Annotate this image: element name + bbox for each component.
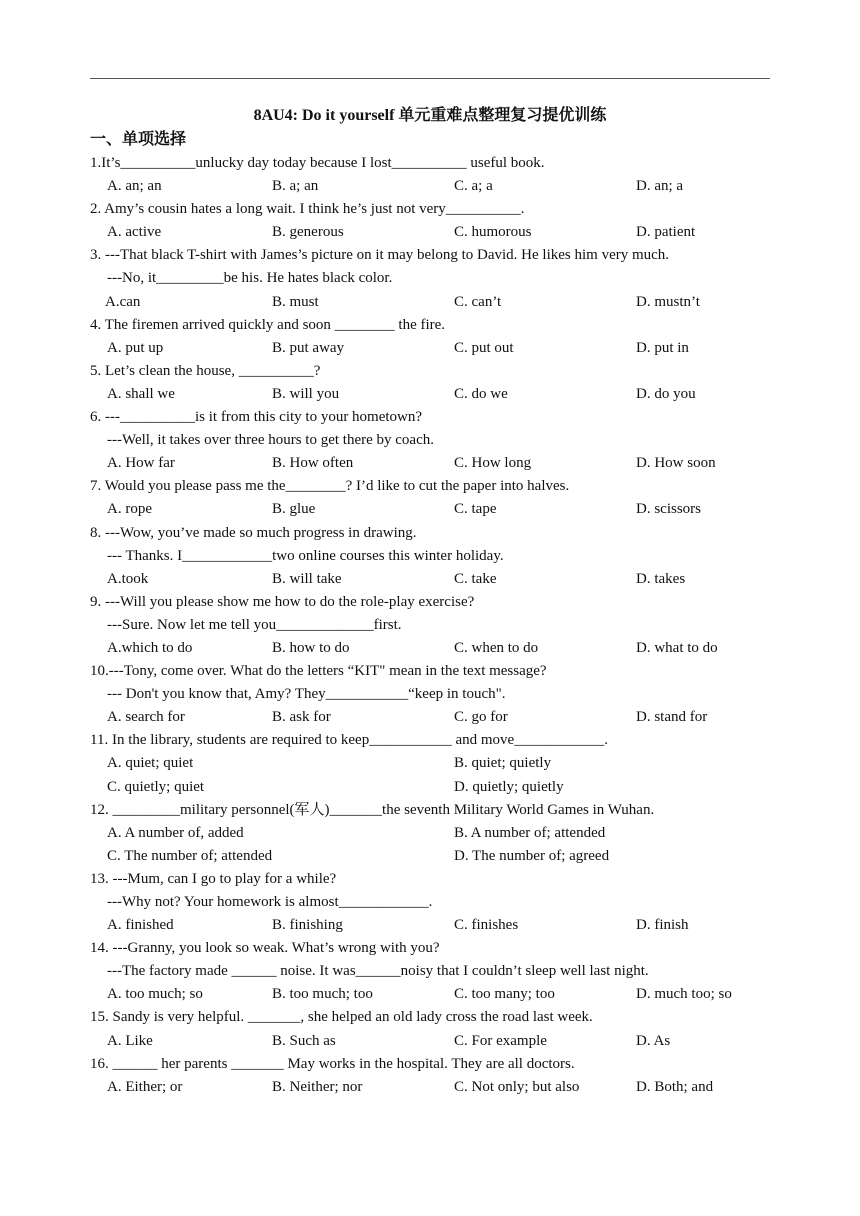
question-stem: 2. Amy’s cousin hates a long wait. I think he’s just not very__________. xyxy=(90,201,525,218)
option-b[interactable]: B. put away xyxy=(272,339,345,356)
option-b[interactable]: B. Neither; nor xyxy=(272,1078,363,1095)
option-b[interactable]: B. will take xyxy=(272,570,342,587)
question-7 xyxy=(90,475,790,521)
question-stem: 12. _________military personnel(军人)_______the seventh Military World Games in Wuhan. xyxy=(90,801,655,818)
question-stem: 10.---Tony, come over. What do the letters “KIT" mean in the text message? xyxy=(90,663,547,680)
option-a[interactable]: A. search for xyxy=(107,709,185,726)
option-d[interactable]: D. finish xyxy=(636,917,689,934)
options-row xyxy=(90,175,790,198)
option-d[interactable]: D. put in xyxy=(636,339,689,356)
options-row xyxy=(90,568,790,591)
options-row xyxy=(90,1030,790,1053)
option-a[interactable]: A. quiet; quiet xyxy=(107,755,194,772)
option-a[interactable]: A.which to do xyxy=(107,639,193,656)
options-row xyxy=(90,752,790,775)
option-a[interactable]: A. active xyxy=(107,224,162,241)
option-d[interactable]: D. an; a xyxy=(636,178,684,195)
question-12 xyxy=(90,799,790,868)
option-a[interactable]: A. Like xyxy=(107,1032,153,1049)
question-response-line: ---The factory made ______ noise. It was______noisy that I couldn’t sleep well last night. xyxy=(107,963,649,980)
option-b[interactable]: B. glue xyxy=(272,501,316,518)
options-row xyxy=(90,776,790,799)
question-stem: 8. ---Wow, you’ve made so much progress in drawing. xyxy=(90,524,417,541)
header-rule xyxy=(90,78,770,79)
option-c[interactable]: C. Not only; but also xyxy=(454,1078,580,1095)
option-b[interactable]: B. will you xyxy=(272,385,340,402)
question-15 xyxy=(90,1006,790,1052)
option-c[interactable]: C. do we xyxy=(454,385,508,402)
option-d[interactable]: D. takes xyxy=(636,570,686,587)
option-c[interactable]: C. tape xyxy=(454,501,497,518)
option-c[interactable]: C. put out xyxy=(454,339,514,356)
question-response-line: --- Thanks. I____________two online courses this winter holiday. xyxy=(107,547,504,564)
option-b[interactable]: B. A number of; attended xyxy=(454,824,606,841)
question-13 xyxy=(90,868,790,937)
options-row xyxy=(90,337,790,360)
option-b[interactable]: B. too much; too xyxy=(272,986,373,1003)
question-1 xyxy=(90,152,790,198)
question-stem: 6. ---__________is it from this city to your hometown? xyxy=(90,409,423,426)
option-a[interactable]: A. A number of, added xyxy=(107,824,244,841)
option-d[interactable]: D. mustn’t xyxy=(636,293,700,310)
options-row xyxy=(90,706,790,729)
question-stem: 5. Let’s clean the house, __________? xyxy=(90,362,321,379)
option-c[interactable]: C. finishes xyxy=(454,917,519,934)
question-9 xyxy=(90,591,790,660)
option-a[interactable]: A. rope xyxy=(107,501,152,518)
option-d[interactable]: D. what to do xyxy=(636,639,718,656)
question-stem: 16. ______ her parents _______ May works in the hospital. They are all doctors. xyxy=(90,1055,575,1072)
option-c[interactable]: C. How long xyxy=(454,455,532,472)
options-row xyxy=(90,383,790,406)
question-stem: 11. In the library, students are required to keep___________ and move____________. xyxy=(90,732,608,749)
option-d[interactable]: D. The number of; agreed xyxy=(454,847,610,864)
question-2 xyxy=(90,198,790,244)
option-a[interactable]: A. shall we xyxy=(107,385,175,402)
question-stem: 7. Would you please pass me the________? I’d like to cut the paper into halves. xyxy=(90,478,570,495)
option-c[interactable]: C. humorous xyxy=(454,224,532,241)
options-row xyxy=(90,221,790,244)
options-row xyxy=(90,291,790,314)
option-a[interactable]: A. put up xyxy=(107,339,164,356)
option-d[interactable]: D. scissors xyxy=(636,501,702,518)
option-d[interactable]: D. stand for xyxy=(636,709,708,726)
section-heading: 一、单项选择 xyxy=(90,131,187,148)
options-row xyxy=(90,983,790,1006)
option-d[interactable]: D. do you xyxy=(636,385,696,402)
question-stem: 4. The firemen arrived quickly and soon ________ the fire. xyxy=(90,316,446,333)
option-a[interactable]: A. Either; or xyxy=(107,1078,183,1095)
option-a[interactable]: A. How far xyxy=(107,455,175,472)
question-4 xyxy=(90,314,790,360)
option-d[interactable]: D. much too; so xyxy=(636,986,732,1003)
option-c[interactable]: C. quietly; quiet xyxy=(107,778,205,795)
question-response-line: ---Well, it takes over three hours to get there by coach. xyxy=(107,432,434,449)
question-stem: 3. ---That black T-shirt with James’s picture on it may belong to David. He likes him very much. xyxy=(90,247,670,264)
question-response-line: --- Don't you know that, Amy? They___________“keep in touch". xyxy=(107,686,506,703)
question-8 xyxy=(90,522,790,591)
question-stem: 1.It’s__________unlucky day today because I lost__________ useful book. xyxy=(90,155,545,171)
question-3 xyxy=(90,244,790,313)
option-a[interactable]: A. an; an xyxy=(107,178,162,195)
question-10 xyxy=(90,660,790,729)
option-c[interactable]: C. go for xyxy=(454,709,508,726)
options-row xyxy=(90,498,790,521)
options-row xyxy=(90,1076,790,1099)
options-row xyxy=(90,845,790,868)
option-b[interactable]: B. finishing xyxy=(272,917,343,934)
option-c[interactable]: C. The number of; attended xyxy=(107,847,273,864)
worksheet-title: 8AU4: Do it yourself 单元重难点整理复习提优训练 xyxy=(253,107,607,124)
question-stem: 13. ---Mum, can I go to play for a while? xyxy=(90,870,337,887)
option-b[interactable]: B. Such as xyxy=(272,1032,336,1049)
option-a[interactable]: A. too much; so xyxy=(107,986,203,1003)
option-d[interactable]: D. quietly; quietly xyxy=(454,778,564,795)
option-c[interactable]: C. too many; too xyxy=(454,986,555,1003)
option-b[interactable]: B. ask for xyxy=(272,709,331,726)
option-d[interactable]: D. Both; and xyxy=(636,1078,714,1095)
option-b[interactable]: B. quiet; quietly xyxy=(454,755,552,772)
option-a[interactable]: A. finished xyxy=(107,917,174,934)
question-16 xyxy=(90,1053,790,1099)
question-response-line: ---Why not? Your homework is almost____________. xyxy=(107,894,433,910)
option-c[interactable]: C. when to do xyxy=(454,639,539,656)
option-c[interactable]: C. a; a xyxy=(454,178,493,195)
question-response-line: ---Sure. Now let me tell you_____________first. xyxy=(107,616,402,633)
options-row xyxy=(90,637,790,660)
question-6 xyxy=(90,406,790,475)
option-d[interactable]: D. How soon xyxy=(636,455,716,472)
option-c[interactable]: C. can’t xyxy=(454,293,502,310)
option-d[interactable]: D. As xyxy=(636,1032,671,1049)
question-11 xyxy=(90,729,790,798)
option-b[interactable]: B. a; an xyxy=(272,178,319,195)
question-stem: 15. Sandy is very helpful. _______, she helped an old lady cross the road last week. xyxy=(90,1009,593,1026)
option-b[interactable]: B. must xyxy=(272,293,319,310)
question-stem: 9. ---Will you please show me how to do the role-play exercise? xyxy=(90,593,475,610)
option-c[interactable]: C. take xyxy=(454,570,497,587)
options-row xyxy=(90,914,790,937)
question-14 xyxy=(90,937,790,1006)
question-5 xyxy=(90,360,790,406)
options-row xyxy=(90,452,790,475)
option-d[interactable]: D. patient xyxy=(636,224,696,241)
option-c[interactable]: C. For example xyxy=(454,1032,547,1049)
option-b[interactable]: B. how to do xyxy=(272,639,350,656)
option-b[interactable]: B. How often xyxy=(272,455,354,472)
option-a[interactable]: A.took xyxy=(107,570,149,587)
question-list xyxy=(90,152,790,1099)
option-a[interactable]: A.can xyxy=(105,293,141,310)
option-b[interactable]: B. generous xyxy=(272,224,344,241)
question-response-line: ---No, it_________be his. He hates black color. xyxy=(107,270,393,287)
options-row xyxy=(90,822,790,845)
question-stem: 14. ---Granny, you look so weak. What’s wrong with you? xyxy=(90,940,440,957)
